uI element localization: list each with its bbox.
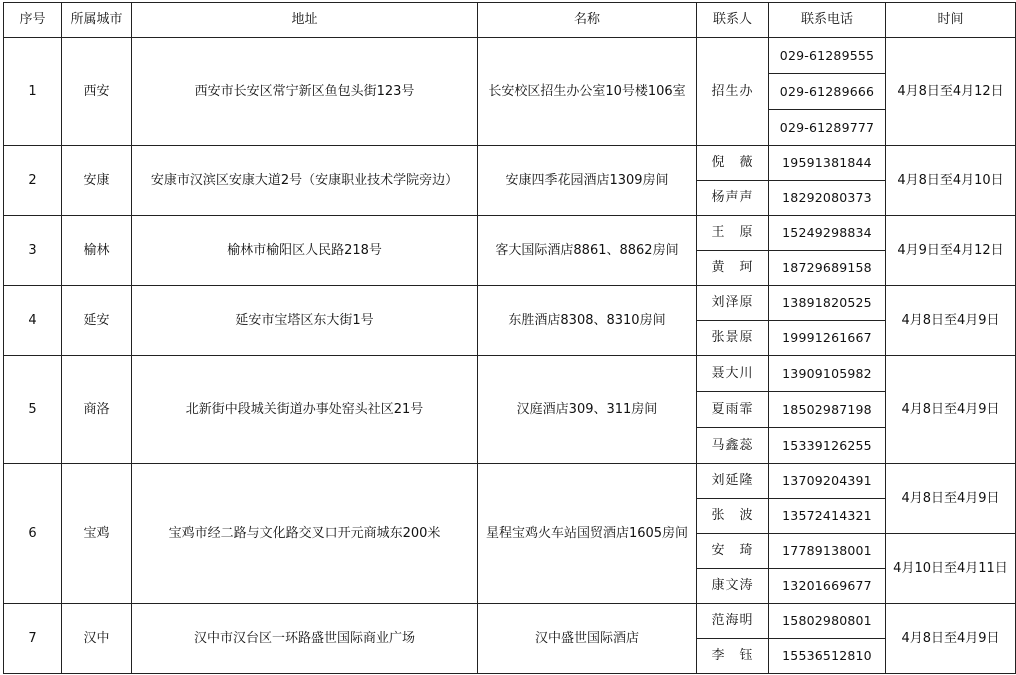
city-cell: 商洛 (62, 356, 132, 464)
header-city: 所属城市 (62, 3, 132, 38)
city-cell: 延安 (62, 286, 132, 356)
contact-cell: 夏雨霏 (697, 392, 769, 428)
contact-cell: 刘泽原 (697, 286, 769, 321)
phone-cell: 13709204391 (769, 464, 886, 499)
phone-cell: 029-61289666 (769, 74, 886, 110)
venue-cell: 长安校区招生办公室10号楼106室 (478, 38, 697, 146)
phone-cell: 13201669677 (769, 569, 886, 604)
address-cell: 安康市汉滨区安康大道2号（安康职业技术学院旁边） (132, 146, 478, 216)
city-cell: 安康 (62, 146, 132, 216)
phone-cell: 17789138001 (769, 534, 886, 569)
contact-cell: 黄 珂 (697, 251, 769, 286)
phone-cell: 13891820525 (769, 286, 886, 321)
contact-cell: 杨声声 (697, 181, 769, 216)
contact-cell: 张景原 (697, 321, 769, 356)
seq-cell: 5 (4, 356, 62, 464)
phone-cell: 029-61289555 (769, 38, 886, 74)
time-cell: 4月9日至4月12日 (886, 216, 1016, 286)
phone-cell: 18729689158 (769, 251, 886, 286)
city-cell: 宝鸡 (62, 464, 132, 604)
address-cell: 西安市长安区常宁新区鱼包头街123号 (132, 38, 478, 146)
header-venue: 名称 (478, 3, 697, 38)
registration-table (3, 2, 1016, 674)
time-cell: 4月8日至4月9日 (886, 356, 1016, 464)
contact-cell: 倪 薇 (697, 146, 769, 181)
venue-cell: 安康四季花园酒店1309房间 (478, 146, 697, 216)
venue-cell: 汉中盛世国际酒店 (478, 604, 697, 674)
city-cell: 西安 (62, 38, 132, 146)
address-cell: 榆林市榆阳区人民路218号 (132, 216, 478, 286)
phone-cell: 13572414321 (769, 499, 886, 534)
header-address: 地址 (132, 3, 478, 38)
table-row (4, 356, 1016, 392)
contact-cell: 张 波 (697, 499, 769, 534)
header-contact: 联系人 (697, 3, 769, 38)
time-cell: 4月10日至4月11日 (886, 534, 1016, 604)
venue-cell: 东胜酒店8308、8310房间 (478, 286, 697, 356)
time-cell: 4月8日至4月9日 (886, 286, 1016, 356)
contact-cell: 安 琦 (697, 534, 769, 569)
phone-cell: 19591381844 (769, 146, 886, 181)
address-cell: 宝鸡市经二路与文化路交叉口开元商城东200米 (132, 464, 478, 604)
phone-cell: 15802980801 (769, 604, 886, 639)
phone-cell: 15249298834 (769, 216, 886, 251)
city-cell: 汉中 (62, 604, 132, 674)
contact-cell: 王 原 (697, 216, 769, 251)
time-cell: 4月8日至4月10日 (886, 146, 1016, 216)
address-cell: 延安市宝塔区东大街1号 (132, 286, 478, 356)
phone-cell: 19991261667 (769, 321, 886, 356)
table-row (4, 604, 1016, 639)
phone-cell: 18292080373 (769, 181, 886, 216)
address-cell: 汉中市汉台区一环路盛世国际商业广场 (132, 604, 478, 674)
seq-cell: 3 (4, 216, 62, 286)
contact-cell: 马鑫蕊 (697, 428, 769, 464)
venue-cell: 汉庭酒店309、311房间 (478, 356, 697, 464)
contact-cell: 刘延隆 (697, 464, 769, 499)
seq-cell: 6 (4, 464, 62, 604)
seq-cell: 1 (4, 38, 62, 146)
time-cell: 4月8日至4月12日 (886, 38, 1016, 146)
table-row (4, 216, 1016, 251)
contact-cell: 招生办 (697, 38, 769, 146)
contact-cell: 范海明 (697, 604, 769, 639)
venue-cell: 星程宝鸡火车站国贸酒店1605房间 (478, 464, 697, 604)
table-row (4, 146, 1016, 181)
table-row (4, 464, 1016, 499)
city-cell: 榆林 (62, 216, 132, 286)
time-cell: 4月8日至4月9日 (886, 604, 1016, 674)
contact-cell: 李 钰 (697, 639, 769, 674)
phone-cell: 18502987198 (769, 392, 886, 428)
table-row (4, 38, 1016, 74)
venue-cell: 客大国际酒店8861、8862房间 (478, 216, 697, 286)
header-seq: 序号 (4, 3, 62, 38)
time-cell: 4月8日至4月9日 (886, 464, 1016, 534)
phone-cell: 13909105982 (769, 356, 886, 392)
header-row (4, 3, 1016, 38)
header-phone: 联系电话 (769, 3, 886, 38)
seq-cell: 7 (4, 604, 62, 674)
phone-cell: 029-61289777 (769, 110, 886, 146)
phone-cell: 15339126255 (769, 428, 886, 464)
header-time: 时间 (886, 3, 1016, 38)
contact-cell: 聂大川 (697, 356, 769, 392)
seq-cell: 4 (4, 286, 62, 356)
table-row (4, 286, 1016, 321)
phone-cell: 15536512810 (769, 639, 886, 674)
seq-cell: 2 (4, 146, 62, 216)
contact-cell: 康文涛 (697, 569, 769, 604)
address-cell: 北新街中段城关街道办事处窑头社区21号 (132, 356, 478, 464)
